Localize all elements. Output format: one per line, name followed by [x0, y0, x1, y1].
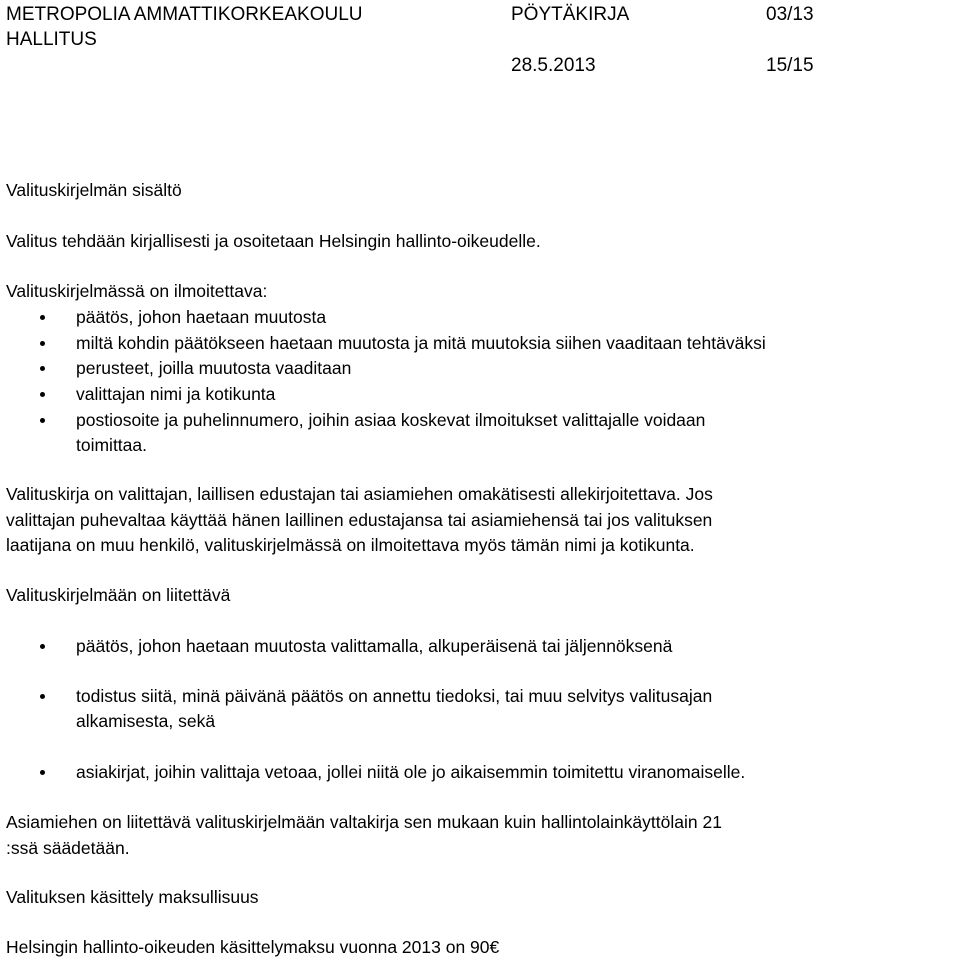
fee-text: Helsingin hallinto-oikeuden käsittelymaksu vuonna 2013 on 90€: [6, 937, 500, 957]
bullet-icon: [40, 770, 45, 775]
header-body: HALLITUS: [6, 29, 97, 50]
attachment-item-continuation: alkamisesta, sekä: [76, 711, 216, 731]
attachment-item: todistus siitä, minä päivänä päätös on annettu tiedoksi, tai muu selvitys valitusajan: [76, 686, 713, 706]
must-state-item-continuation: toimittaa.: [76, 435, 147, 455]
header-doc-type: PÖYTÄKIRJA: [511, 4, 630, 25]
bullet-icon: [40, 392, 45, 397]
must-state-item: perusteet, joilla muutosta vaaditaan: [76, 358, 352, 378]
header-page: 15/15: [766, 55, 814, 76]
proxy-line: Asiamiehen on liitettävä valituskirjelmään valtakirja sen mukaan kuin hallintolainkäyttölain 21: [6, 812, 722, 832]
must-state-intro: Valituskirjelmässä on ilmoitettava:: [6, 281, 268, 301]
signature-line: laatijana on muu henkilö, valituskirjelmässä on ilmoitettava myös tämän nimi ja kotikunta.: [6, 535, 695, 555]
header-doc-number: 03/13: [766, 4, 814, 25]
must-state-item: postiosoite ja puhelinnumero, joihin asiaa koskevat ilmoitukset valittajalle voidaan: [76, 410, 706, 430]
attach-intro: Valituskirjelmään on liitettävä: [6, 585, 231, 605]
attachment-item: päätös, johon haetaan muutosta valittamalla, alkuperäisenä tai jäljennöksenä: [76, 636, 673, 656]
bullet-icon: [40, 694, 45, 699]
header-date: 28.5.2013: [511, 55, 596, 76]
bullet-icon: [40, 341, 45, 346]
submission-text: Valitus tehdään kirjallisesti ja osoitetaan Helsingin hallinto-oikeudelle.: [6, 231, 541, 251]
signature-line: Valituskirja on valittajan, laillisen edustajan tai asiamiehen omakätisesti allekirjoitettava. Jos: [6, 484, 713, 504]
attachment-item: asiakirjat, joihin valittaja vetoaa, jollei niitä ole jo aikaisemmin toimitettu viranomaiselle.: [76, 762, 746, 782]
bullet-icon: [40, 366, 45, 371]
heading-contents: Valituskirjelmän sisältö: [6, 180, 182, 200]
proxy-line: :ssä säädetään.: [6, 838, 130, 858]
bullet-icon: [40, 644, 45, 649]
bullet-icon: [40, 418, 45, 423]
must-state-item: miltä kohdin päätökseen haetaan muutosta ja mitä muutoksia siihen vaaditaan tehtäväksi: [76, 333, 766, 353]
fee-heading: Valituksen käsittely maksullisuus: [6, 887, 259, 907]
bullet-icon: [40, 315, 45, 320]
must-state-item: valittajan nimi ja kotikunta: [76, 384, 276, 404]
must-state-item: päätös, johon haetaan muutosta: [76, 307, 327, 327]
signature-line: valittajan puhevaltaa käyttää hänen laillinen edustajansa tai asiamiehensä tai jos valituksen: [6, 510, 713, 530]
header-org: METROPOLIA AMMATTIKORKEAKOULU: [6, 4, 363, 25]
